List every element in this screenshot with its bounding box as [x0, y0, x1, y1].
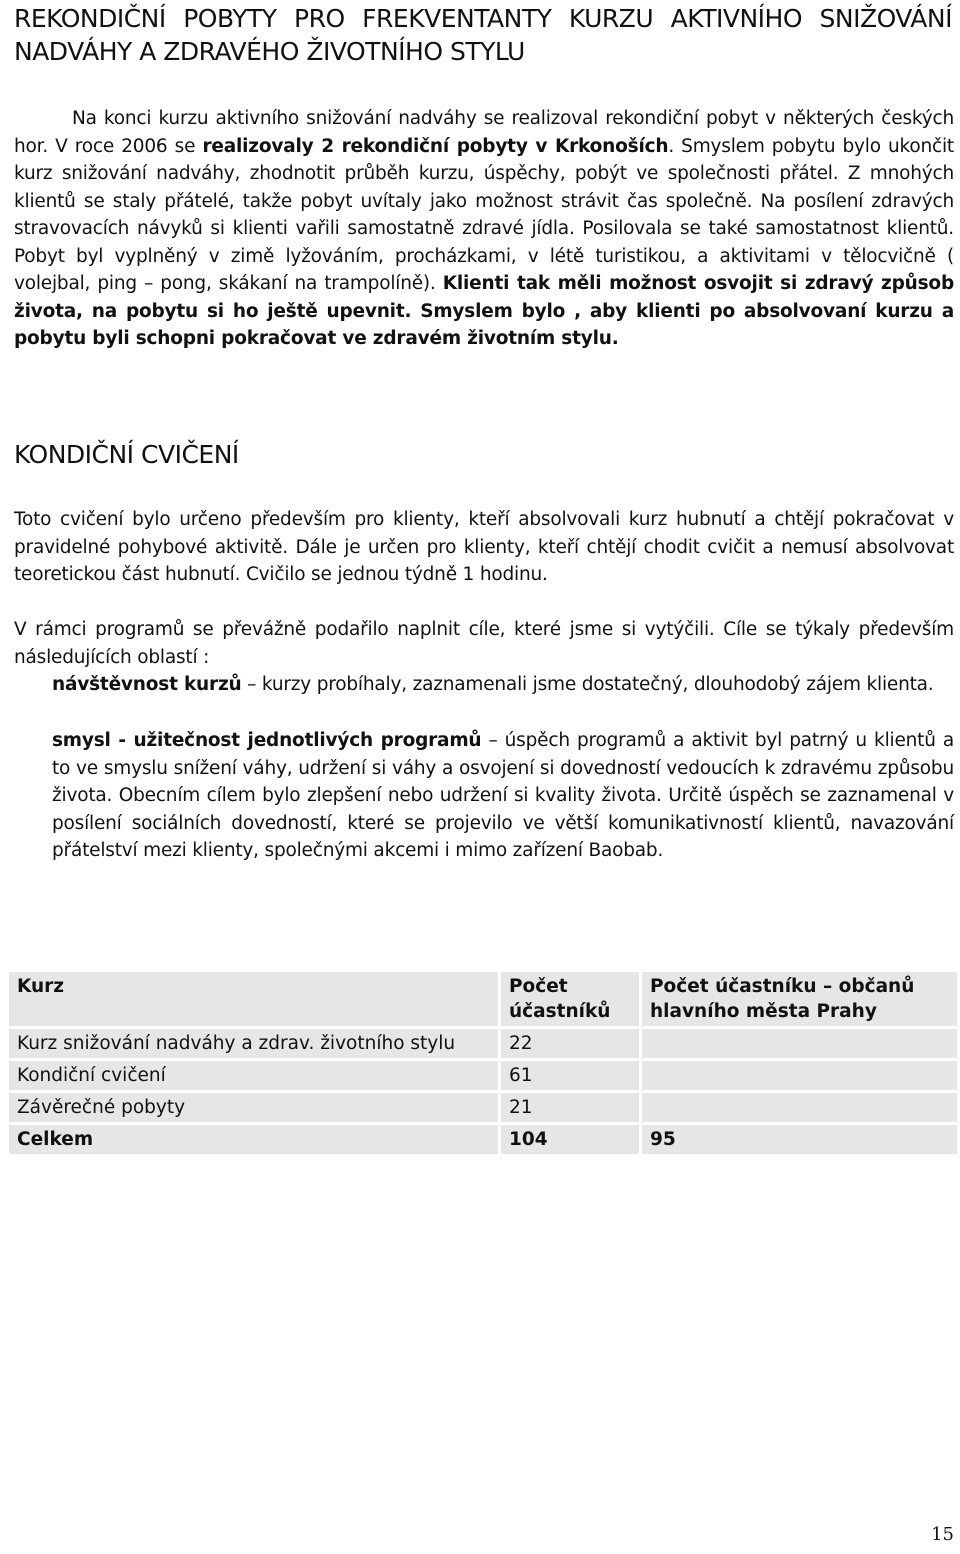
table-cell: 95 — [642, 1125, 957, 1154]
list-item-title: smysl - užitečnost jednotlivých programů — [52, 730, 482, 751]
page-number: 15 — [931, 1524, 954, 1545]
list-item-text: – kurzy probíhaly, zaznamenali jsme dostatečný, dlouhodobý zájem klienta. — [241, 674, 934, 695]
table-cell: Celkem — [9, 1125, 498, 1154]
table-cell: 104 — [501, 1125, 639, 1154]
paragraph-cile: V rámci programů se převážně podařilo naplnit cíle, které jsme si vytýčili. Cíle se týkaly především následujících oblastí : — [14, 619, 954, 668]
table-cell: 22 — [501, 1029, 639, 1058]
table-header-row — [9, 972, 957, 1026]
table-cell — [642, 1093, 957, 1122]
text-span: . Smyslem pobytu bylo ukončit kurz snižování nadváhy, zhodnotit průběh kurzu, úspěchy, pobýt ve společnosti přátel. Z mnohých klientů se staly přátelé, takže pobyt uvítaly jako možnost strávit čas společně. Na posílení zdravých stravovacích návyků si klienti vařili samostatně zdravé jídla. Posilovala se také samostatnost klientů. Pobyt byl vyplněný v zimě lyžováním, procházkami, v létě turistikou, a aktivitami v tělocvičně ( volejbal, ping – pong, skákaní na trampolíně). — [14, 135, 954, 294]
table-total-row — [9, 1125, 957, 1154]
table-cell: Kondiční cvičení — [9, 1061, 498, 1090]
table-header-cell: Kurz — [9, 972, 498, 1026]
table-cell: 61 — [501, 1061, 639, 1090]
participants-table — [6, 969, 960, 1157]
table-header-cell: Počet účastníků — [501, 972, 639, 1026]
list-item-smysl — [52, 727, 954, 865]
section-heading-rekondicni-pobyty: REKONDIČNÍ POBYTY PRO FREKVENTANTY KURZU AKTIVNÍHO SNIŽOVÁNÍ NADVÁHY A ZDRAVÉHO ŽIVOTNÍHO STYLU — [14, 4, 952, 66]
section-heading-kondicni-cviceni: KONDIČNÍ CVIČENÍ — [14, 440, 239, 469]
list-item-title: návštěvnost kurzů — [52, 674, 242, 695]
paragraph-kondicni-cviceni: Toto cvičení bylo určeno především pro klienty, kteří absolvovali kurz hubnutí a chtějí pokračovat v pravidelné pohybové aktivitě. Dále je určen pro klienty, kteří chtějí chodit cvičit a nemusí absolvovat teoretickou část hubnutí. Cvičilo se jednou týdně 1 hodinu. — [14, 509, 954, 585]
table-header-cell: Počet účastníku – občanů hlavního města Prahy — [642, 972, 957, 1026]
bold-text-span: realizovaly 2 rekondiční pobyty v Krkonoších — [202, 135, 669, 157]
list-item-text: – úspěch programů a aktivit byl patrný u klientů a to ve smyslu snížení váhy, udržení si váhy a osvojení si dovedností vedoucích k zdravému způsobu života. Obecním cílem bylo zlepšení nebo udržení si kvality života. Určitě úspěch se zaznamenal v posílení sociálních dovedností, které se projevilo ve větší komunikativností klientů, navazování přátelství mezi klienty, společnými akcemi i mimo zařízení Baobab. — [52, 730, 954, 861]
paragraph-rekondicni-pobyty — [14, 105, 954, 353]
table-cell — [642, 1029, 957, 1058]
list-item-navstevnost — [52, 671, 954, 699]
bold-text-span: Klienti tak měli možnost osvojit si zdravý způsob života, na pobytu si ho ještě upevnit. Smyslem bylo , aby klienti po absolvovaní kurzu a pobytu byli schopni pokračovat ve zdravém životním stylu. — [14, 273, 954, 349]
table-row — [9, 1093, 957, 1122]
table-cell: Závěrečné pobyty — [9, 1093, 498, 1122]
table-cell: Kurz snižování nadváhy a zdrav. životního stylu — [9, 1029, 498, 1058]
table-row — [9, 1029, 957, 1058]
table-cell: 21 — [501, 1093, 639, 1122]
table-cell — [642, 1061, 957, 1090]
table-row — [9, 1061, 957, 1090]
text-span: Na konci kurzu aktivního snižování nadváhy se realizoval rekondiční pobyt v některých českých hor. V roce 2006 se — [14, 108, 954, 157]
